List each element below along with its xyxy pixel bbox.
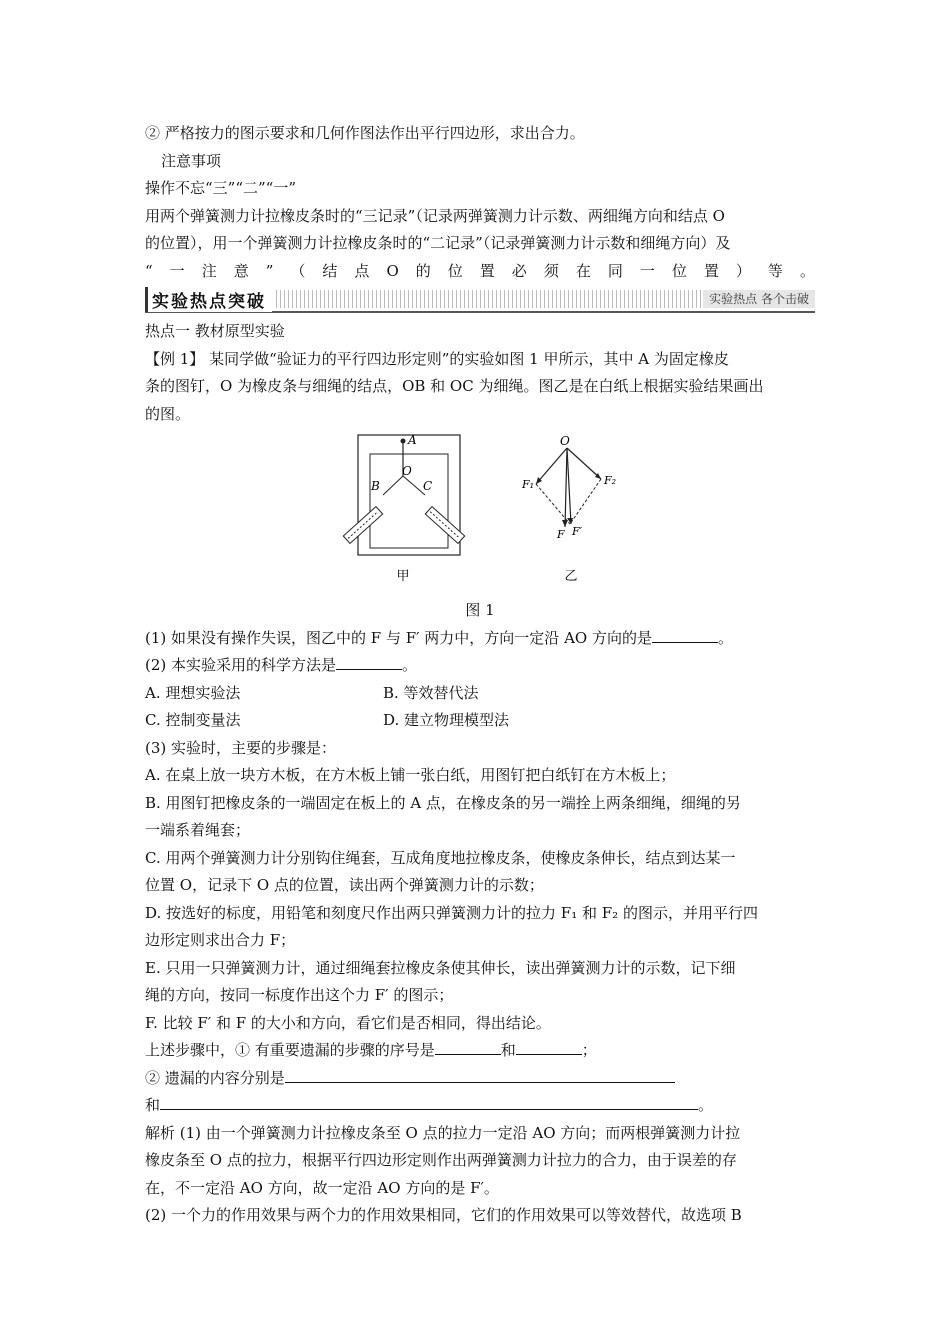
step-line: 一端系着绳套；	[145, 821, 251, 839]
label-F2: F₂	[604, 474, 617, 487]
punct: 。	[402, 656, 418, 674]
conj: 和	[145, 1096, 161, 1114]
caption-yi: 乙	[564, 569, 578, 584]
spaced-char: 一	[639, 261, 655, 280]
spaced-char: 置	[479, 261, 495, 280]
analysis-line: 在，不一定沿 AO 方向，故一定沿 AO 方向的是 F′。	[145, 1178, 499, 1197]
spaced-char: O	[386, 261, 399, 280]
label-A: A	[408, 433, 417, 447]
example-line: 的图。	[145, 404, 191, 423]
question-1	[145, 625, 815, 653]
conj: 和	[500, 1041, 516, 1059]
spaced-char: 须	[543, 261, 559, 280]
spring-scale-left-icon	[343, 507, 382, 544]
section-banner	[145, 287, 815, 313]
banner-subtitle: 实验热点 各个击破	[703, 290, 815, 308]
punct: 。	[717, 628, 733, 647]
spaced-char: 。	[799, 261, 815, 280]
spaced-char: 必	[511, 261, 527, 280]
spaced-char: “	[145, 261, 153, 280]
label-F-prime: F′	[572, 525, 583, 538]
spaced-char: 注	[201, 261, 217, 280]
step-line: A. 在桌上放一块方木板，在方木板上铺一张白纸，用图钉把白纸钉在方木板上；	[145, 766, 676, 784]
spaced-char: 置	[703, 261, 719, 280]
banner-decoration	[276, 290, 703, 308]
missing-content-text: ② 遗漏的内容分别是	[145, 1068, 285, 1087]
option-B: B. 等效替代法	[383, 683, 479, 702]
step-line: E. 只用一只弹簧测力计，通过细绳套拉橡皮条使其伸长，读出弹簧测力计的示数，记下细	[145, 958, 736, 977]
example-line: 条的图钉，O 为橡皮条与细绳的结点，OB 和 OC 为细绳。图乙是在白纸上根据实验结果画出	[145, 377, 764, 395]
answer-blank[interactable]	[160, 1095, 698, 1110]
spaced-char: 意	[233, 261, 249, 280]
answer-blank[interactable]	[336, 655, 402, 670]
punct: ；	[581, 1041, 597, 1059]
banner-title: 实验热点突破	[145, 287, 272, 312]
spaced-char: 位	[671, 261, 687, 280]
missing-content-line	[145, 1092, 815, 1120]
step-line: D. 按选好的标度，用铅笔和刻度尺作出两只弹簧测力计的拉力 F₁ 和 F₂ 的图示，并用平行四	[145, 903, 758, 922]
label-C: C	[423, 479, 433, 493]
question-2-text: (2) 本实验采用的科学方法是	[145, 656, 337, 674]
analysis-line: (2) 一个力的作用效果与两个力的作用效果相同，它们的作用效果可以等效替代，故选项 B	[145, 1206, 742, 1224]
question-3-intro: (3) 实验时，主要的步骤是：	[145, 738, 337, 757]
figure-caption: 图 1	[465, 601, 495, 619]
figure-1	[145, 432, 815, 597]
question-2	[145, 652, 815, 680]
option-C: C. 控制变量法	[145, 711, 241, 729]
options-row	[145, 707, 815, 735]
notes-subheading: 操作不忘“三”“二”“一”	[145, 179, 297, 197]
label-F: F	[557, 528, 565, 541]
label-B: B	[371, 479, 380, 493]
missing-steps-line	[145, 1037, 815, 1065]
label-O-yi: O	[560, 434, 570, 448]
label-O: O	[402, 464, 412, 478]
step-line: B. 用图钉把橡皮条的一端固定在板上的 A 点，在橡皮条的另一端拴上两条细绳，细绳的另	[145, 793, 741, 812]
spring-scale-right-icon	[425, 507, 464, 544]
answer-blank[interactable]	[435, 1040, 501, 1055]
answer-blank[interactable]	[285, 1068, 675, 1083]
analysis-line: 解析 (1) 由一个弹簧测力计拉橡皮条至 O 点的拉力一定沿 AO 方向；而两根弹簧测力计拉	[145, 1123, 741, 1142]
spaced-char: 同	[607, 261, 623, 280]
answer-blank[interactable]	[516, 1040, 582, 1055]
option-D: D. 建立物理模型法	[383, 711, 510, 729]
spaced-char: 位	[447, 261, 463, 280]
step-line: 边形定则求出合力 F；	[145, 931, 296, 949]
notes-para-spaced	[145, 258, 815, 286]
spaced-char: ）	[735, 261, 751, 280]
missing-steps-text: 上述步骤中，① 有重要遗漏的步骤的序号是	[145, 1041, 435, 1059]
step-line: 位置 O，记录下 O 点的位置，读出两个弹簧测力计的示数；	[145, 876, 544, 894]
force-diagram-yi	[521, 434, 616, 584]
caption-jia: 甲	[396, 569, 410, 584]
notes-para: 用两个弹簧测力计拉橡皮条时的“三记录”（记录两弹簧测力计示数、两细绳方向和结点 O	[145, 206, 725, 225]
spaced-char: 的	[415, 261, 431, 280]
spaced-char: ”	[265, 261, 274, 280]
label-F1: F₁	[522, 478, 535, 491]
hotspot-title: 热点一 教材原型实验	[145, 322, 285, 340]
spaced-char: 在	[575, 261, 591, 280]
missing-content-line	[145, 1065, 815, 1093]
step-line: ② 严格按力的图示要求和几何作图法作出平行四边形，求出合力。	[145, 124, 585, 142]
spaced-char: （	[290, 261, 306, 280]
figure-svg	[145, 432, 815, 597]
spaced-char: 一	[169, 261, 185, 280]
spaced-char: 点	[354, 261, 370, 280]
option-A: A. 理想实验法	[145, 683, 241, 702]
content	[145, 120, 815, 1230]
notes-para: 的位置），用一个弹簧测力计拉橡皮条时的“二记录”（记录弹簧测力计示数和细绳方向）及	[145, 234, 731, 252]
options-row	[145, 680, 815, 708]
punct: 。	[698, 1096, 714, 1114]
spaced-char: 结	[322, 261, 338, 280]
step-line: 绳的方向，按同一标度作出这个力 F′ 的图示；	[145, 986, 454, 1004]
notes-heading: 注意事项	[161, 151, 222, 170]
spaced-char: 等	[767, 261, 783, 280]
step-line: C. 用两个弹簧测力计分别钩住绳套，互成角度地拉橡皮条，使橡皮条伸长，结点到达某一	[145, 848, 736, 867]
analysis-line: 橡皮条至 O 点的拉力，根据平行四边形定则作出两弹簧测力计拉力的合力，由于误差的存	[145, 1151, 737, 1169]
step-line: F. 比较 F′ 和 F 的大小和方向，看它们是否相同，得出结论。	[145, 1013, 551, 1032]
apparatus-jia	[343, 433, 464, 584]
answer-blank[interactable]	[652, 628, 718, 643]
question-1-text: (1) 如果没有操作失误，图乙中的 F 与 F′ 两力中，方向一定沿 AO 方向的是	[145, 628, 652, 647]
example-line: 【例 1】 某同学做“验证力的平行四边形定则”的实验如图 1 甲所示，其中 A 为固定橡皮	[145, 349, 729, 368]
